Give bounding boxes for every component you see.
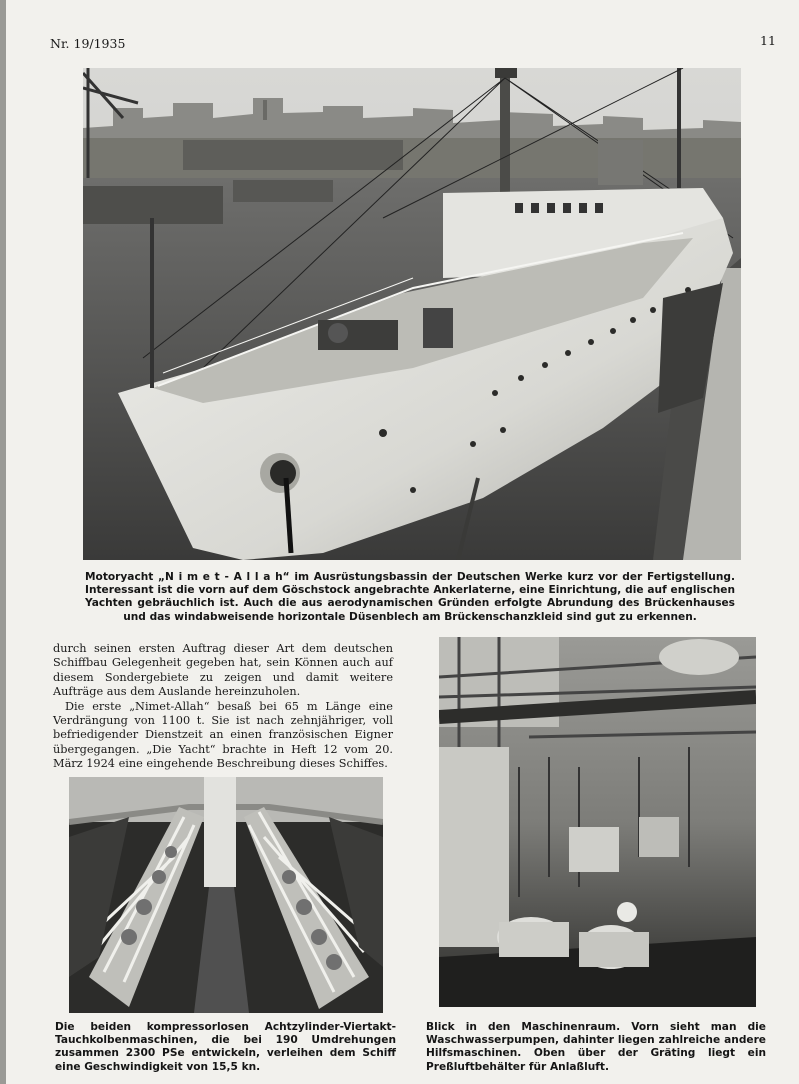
engines-photo-caption: Die beiden kompressorlosen Achtzylinder-Viertakt-Tauchkolbenmaschinen, die bei 190 Umdrehungen zusammen 2300 PSe entwickeln, verleihen dem Schiff eine Geschwindigkeit von 15,5 kn. — [55, 1021, 396, 1073]
engine-room-photo — [439, 637, 756, 1007]
main-photo-caption: Motoryacht „N i m e t - A l l a h“ im Ausrüstungsbassin der Deutschen Werke kurz vor der Fertigstellung. Interessant ist die vorn auf dem Göschstock angebrachte Ankerlaterne, eine Einrichtung, die auf englischen Yachten gebräuchlich ist. Auch die aus aerodynamischen Gründen erfolgte Abrundung des Brückenhauses und das windabweisende horizontale Düsenblech am Brückenschanzkleid sind gut zu erkennen. — [85, 571, 735, 623]
page-number: 11 — [760, 33, 776, 48]
article-paragraph: Die erste „Nimet-Allah“ besaß bei 65 m Länge eine Verdrängung von 1100 t. Sie ist nach zehnjähriger, voll befriedigender Dienstzeit an einen französischen Eigner übergegangen. „Die Yacht“ brachte in Heft 12 vom 20. März 1924 eine eingehende Beschreibung dieses Schiffes. — [53, 699, 393, 771]
article-paragraph: durch seinen ersten Auftrag dieser Art dem deutschen Schiffbau Gelegenheit gegeben hat, sein Können auch auf diesem Sondergebiete zu zeigen und damit weitere Aufträge aus dem Auslande hereinzuholen. — [53, 642, 393, 699]
engines-photo — [69, 777, 383, 1013]
yacht-photo — [83, 68, 741, 560]
page-edge — [0, 0, 6, 1084]
engine-room-photo-caption: Blick in den Maschinenraum. Vorn sieht man die Waschwasserpumpen, dahinter liegen zahlreiche andere Hilfsmaschinen. Oben über der Gräting liegt ein Preßluftbehälter für Anlaßluft. — [426, 1021, 766, 1073]
article-body — [53, 642, 393, 772]
issue-number: Nr. 19/1935 — [50, 36, 126, 51]
